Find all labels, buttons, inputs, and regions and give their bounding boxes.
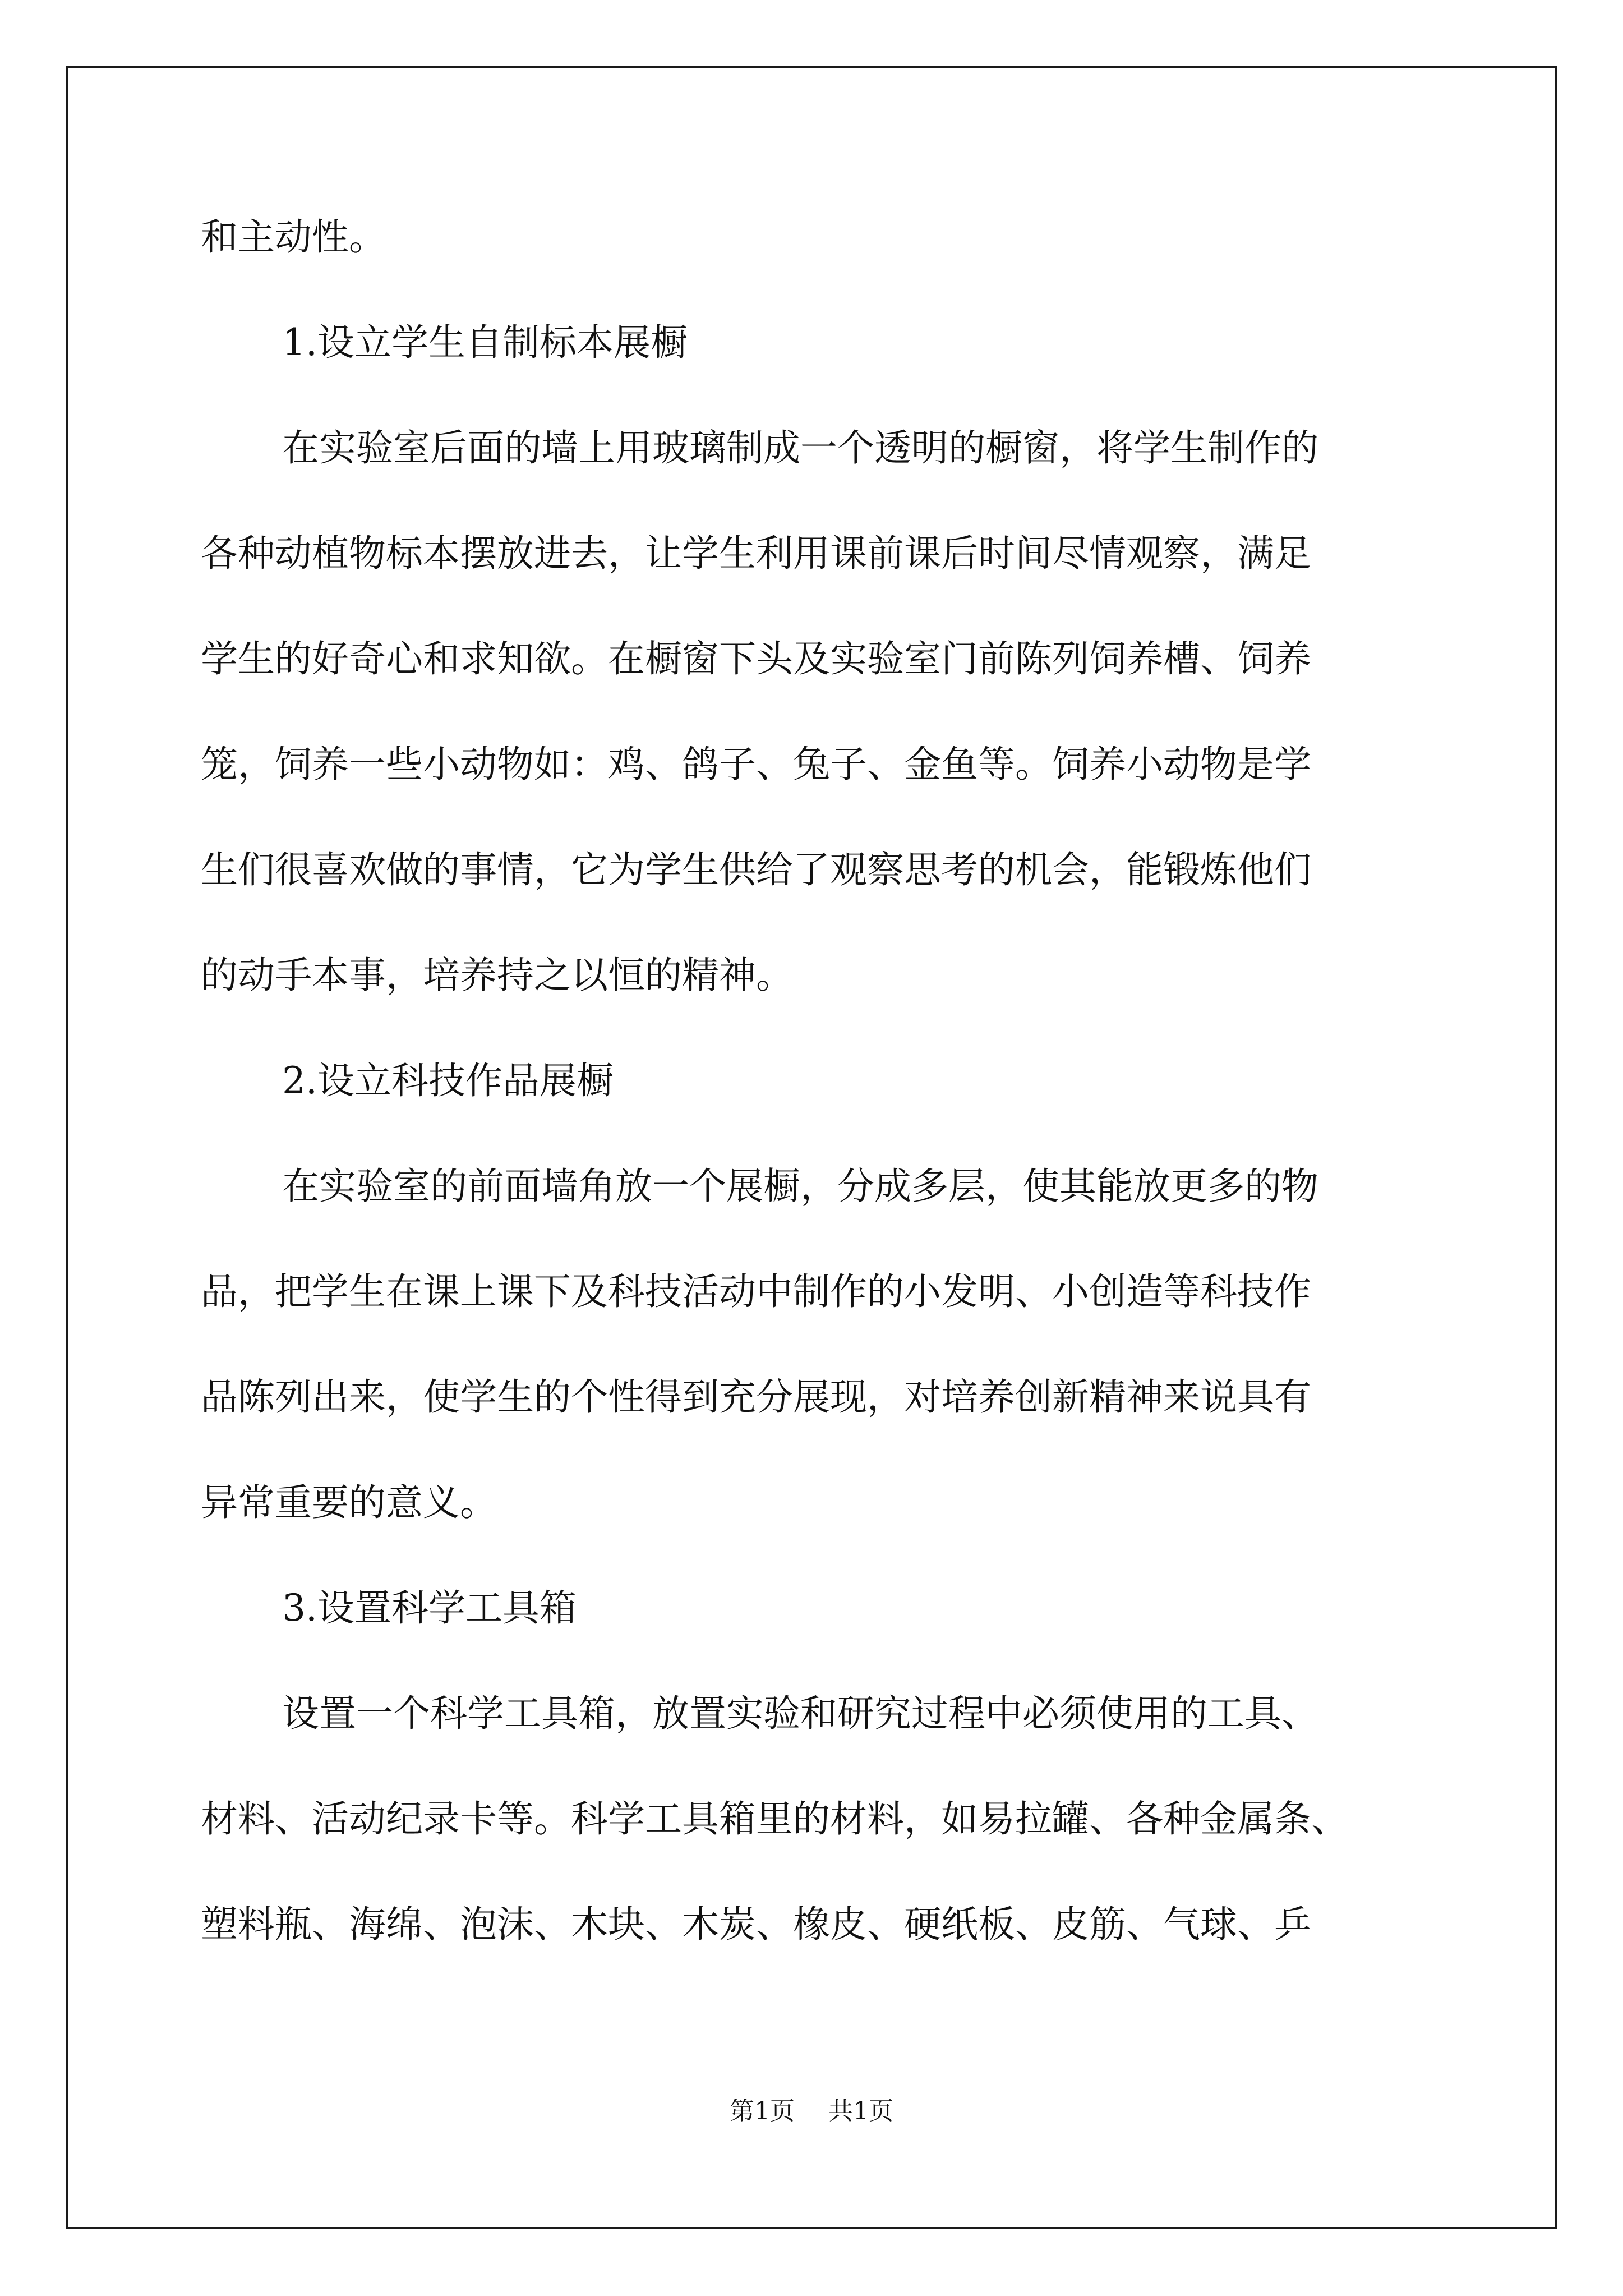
paragraph-line: 异常重要的意义。 [201, 1481, 497, 1524]
paragraph-line: 各种动植物标本摆放进去，让学生利用课前课后时间尽情观察，满足 [201, 532, 1311, 575]
paragraph-line: 品，把学生在课上课下及科技活动中制作的小发明、小创造等科技作 [201, 1270, 1311, 1313]
paragraph-line: 学生的好奇心和求知欲。在橱窗下头及实验室门前陈列饲养槽、饲养 [201, 637, 1311, 680]
document-body [201, 215, 1435, 2012]
page-footer [0, 2099, 1623, 2124]
section-heading: 1.设立学生自制标本展橱 [282, 321, 688, 364]
section-heading: 3.设置科学工具箱 [282, 1586, 577, 1630]
page-number-current: 第1页 [730, 2097, 795, 2125]
section-heading: 2.设立科技作品展橱 [282, 1059, 614, 1102]
paragraph-line: 塑料瓶、海绵、泡沫、木块、木炭、橡皮、硬纸板、皮筋、气球、乒 [201, 1903, 1311, 1946]
paragraph-line: 设置一个科学工具箱，放置实验和研究过程中必须使用的工具、 [282, 1692, 1318, 1735]
paragraph-line: 笼，饲养一些小动物如：鸡、鸽子、兔子、金鱼等。饲养小动物是学 [201, 743, 1311, 786]
paragraph-line: 的动手本事，培养持之以恒的精神。 [201, 954, 793, 997]
paragraph-line: 品陈列出来，使学生的个性得到充分展现，对培养创新精神来说具有 [201, 1375, 1311, 1419]
paragraph-line: 材料、活动纪录卡等。科学工具箱里的材料，如易拉罐、各种金属条、 [201, 1797, 1348, 1841]
paragraph-line: 和主动性。 [201, 215, 386, 259]
page-number-total: 共1页 [828, 2097, 893, 2125]
paragraph-line: 生们很喜欢做的事情，它为学生供给了观察思考的机会，能锻炼他们 [201, 848, 1311, 891]
paragraph-line: 在实验室后面的墙上用玻璃制成一个透明的橱窗，将学生制作的 [282, 426, 1318, 470]
paragraph-line: 在实验室的前面墙角放一个展橱，分成多层，使其能放更多的物 [282, 1165, 1318, 1208]
